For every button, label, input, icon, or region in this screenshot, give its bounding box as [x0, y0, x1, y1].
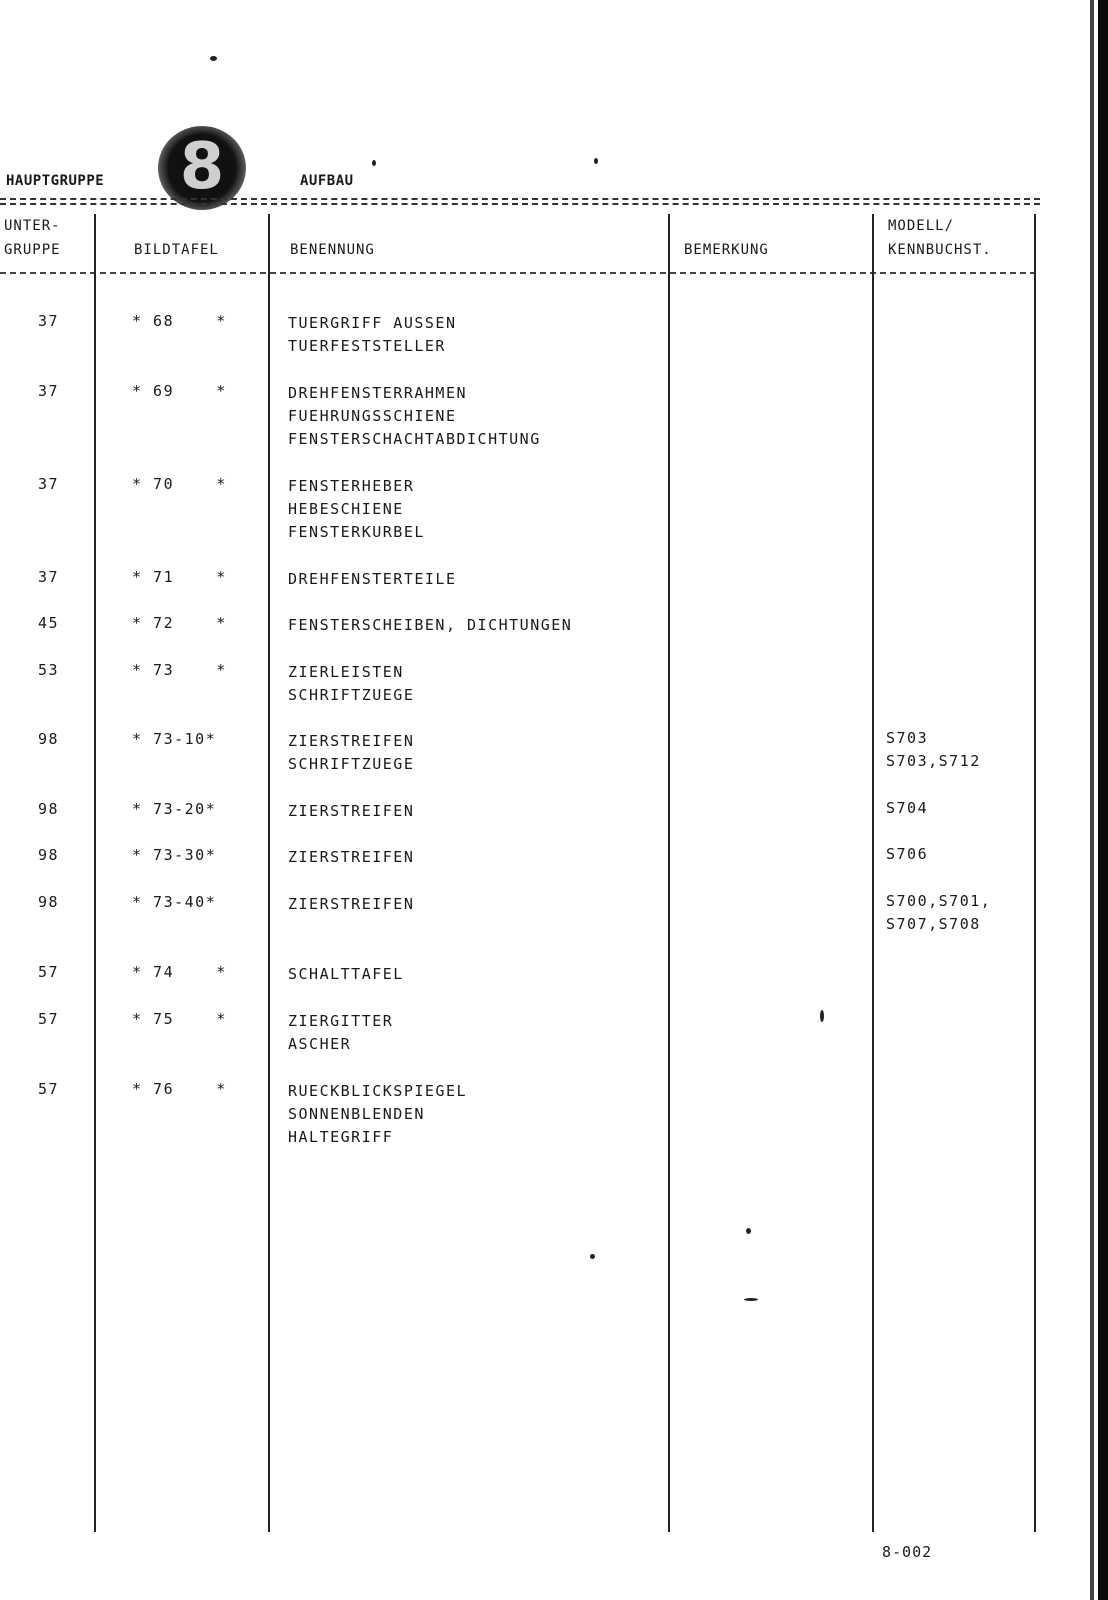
modell-cell: [886, 890, 991, 936]
modell-line: S700,S701,: [886, 892, 992, 910]
benennung-line: DREHFENSTERTEILE: [288, 570, 457, 588]
benennung-cell: [288, 1010, 393, 1056]
bildtafel-cell: * 70 *: [132, 475, 227, 493]
benennung-cell: [288, 893, 414, 916]
benennung-cell: [288, 730, 414, 776]
bildtafel-cell: * 72 *: [132, 614, 227, 632]
scan-speck: [744, 1298, 758, 1301]
benennung-cell: [288, 661, 414, 707]
main-group-number: 8: [179, 130, 225, 204]
benennung-cell: [288, 846, 414, 869]
benennung-cell: [288, 312, 457, 358]
unter-gruppe-cell: 37: [38, 312, 60, 330]
col-bildtafel: BILDTAFEL: [134, 242, 219, 258]
unter-gruppe-cell: 57: [38, 1080, 60, 1098]
benennung-line: TUERFESTSTELLER: [288, 337, 446, 355]
benennung-line: ZIERLEISTEN: [288, 663, 404, 681]
unter-gruppe-cell: 98: [38, 893, 60, 911]
benennung-line: FENSTERKURBEL: [288, 523, 425, 541]
scan-speck: [590, 1254, 595, 1259]
benennung-cell: [288, 1080, 467, 1149]
benennung-line: ZIERGITTER: [288, 1012, 394, 1030]
modell-line: S703: [886, 729, 929, 747]
col-modell-line1: MODELL/: [888, 218, 955, 234]
benennung-line: ZIERSTREIFEN: [288, 732, 415, 750]
bildtafel-cell: * 75 *: [132, 1010, 227, 1028]
bildtafel-cell: * 74 *: [132, 963, 227, 981]
group-title: AUFBAU: [300, 173, 354, 189]
benennung-line: SCHALTTAFEL: [288, 965, 404, 983]
scan-speck: [210, 56, 217, 61]
modell-line: S707,S708: [886, 915, 981, 933]
bildtafel-cell: * 73-20*: [132, 800, 217, 818]
unter-gruppe-cell: 53: [38, 661, 60, 679]
benennung-line: SCHRIFTZUEGE: [288, 686, 415, 704]
scan-speck: [820, 1010, 824, 1022]
benennung-cell: [288, 963, 404, 986]
unter-gruppe-cell: 37: [38, 568, 60, 586]
benennung-line: FUEHRUNGSSCHIENE: [288, 407, 457, 425]
col-unter-line2: GRUPPE: [4, 242, 61, 258]
scan-speck: [746, 1228, 751, 1234]
benennung-line: ZIERSTREIFEN: [288, 802, 415, 820]
bildtafel-cell: * 73-10*: [132, 730, 217, 748]
benennung-cell: [288, 475, 425, 544]
bildtafel-cell: * 73 *: [132, 661, 227, 679]
scan-speck: [594, 158, 598, 164]
benennung-cell: [288, 568, 457, 591]
bildtafel-cell: * 69 *: [132, 382, 227, 400]
benennung-cell: [288, 800, 414, 823]
column-divider: [1034, 214, 1036, 1532]
col-modell-line2: KENNBUCHST.: [888, 242, 992, 258]
benennung-line: HEBESCHIENE: [288, 500, 404, 518]
benennung-line: HALTEGRIFF: [288, 1128, 394, 1146]
benennung-line: ZIERSTREIFEN: [288, 848, 415, 866]
modell-cell: [886, 843, 928, 866]
modell-cell: [886, 727, 981, 773]
unter-gruppe-cell: 37: [38, 382, 60, 400]
modell-cell: [886, 797, 928, 820]
benennung-line: SCHRIFTZUEGE: [288, 755, 415, 773]
unter-gruppe-cell: 57: [38, 963, 60, 981]
benennung-line: DREHFENSTERRAHMEN: [288, 384, 468, 402]
header-double-rule: [0, 198, 1040, 205]
col-benennung: BENENNUNG: [290, 242, 375, 258]
column-divider: [668, 214, 670, 1532]
main-group-label: HAUPTGRUPPE: [6, 173, 105, 189]
bildtafel-cell: * 68 *: [132, 312, 227, 330]
modell-line: S706: [886, 845, 929, 863]
benennung-line: ZIERSTREIFEN: [288, 895, 415, 913]
modell-line: S704: [886, 799, 929, 817]
column-divider: [872, 214, 874, 1532]
benennung-line: FENSTERSCHEIBEN, DICHTUNGEN: [288, 616, 573, 634]
scan-edge-shadow: [1090, 0, 1094, 1600]
col-unter-line1: UNTER-: [4, 218, 61, 234]
benennung-line: ASCHER: [288, 1035, 352, 1053]
benennung-line: SONNENBLENDEN: [288, 1105, 425, 1123]
unter-gruppe-cell: 37: [38, 475, 60, 493]
benennung-line: TUERGRIFF AUSSEN: [288, 314, 457, 332]
bildtafel-cell: * 73-40*: [132, 893, 217, 911]
page-number: 8-002: [882, 1543, 933, 1561]
bildtafel-cell: * 71 *: [132, 568, 227, 586]
unter-gruppe-cell: 98: [38, 800, 60, 818]
unter-gruppe-cell: 45: [38, 614, 60, 632]
benennung-line: FENSTERHEBER: [288, 477, 415, 495]
bildtafel-cell: * 73-30*: [132, 846, 217, 864]
header-dashed-rule: [0, 272, 1036, 274]
col-bemerkung: BEMERKUNG: [684, 242, 769, 258]
benennung-line: FENSTERSCHACHTABDICHTUNG: [288, 430, 541, 448]
column-divider: [94, 214, 96, 1532]
scan-speck: [372, 160, 376, 166]
modell-line: S703,S712: [886, 752, 981, 770]
unter-gruppe-cell: 98: [38, 846, 60, 864]
benennung-line: RUECKBLICKSPIEGEL: [288, 1082, 468, 1100]
benennung-cell: [288, 614, 572, 637]
unter-gruppe-cell: 57: [38, 1010, 60, 1028]
column-divider: [268, 214, 270, 1532]
unter-gruppe-cell: 98: [38, 730, 60, 748]
bildtafel-cell: * 76 *: [132, 1080, 227, 1098]
scan-edge-bar: [1098, 0, 1108, 1600]
benennung-cell: [288, 382, 541, 451]
